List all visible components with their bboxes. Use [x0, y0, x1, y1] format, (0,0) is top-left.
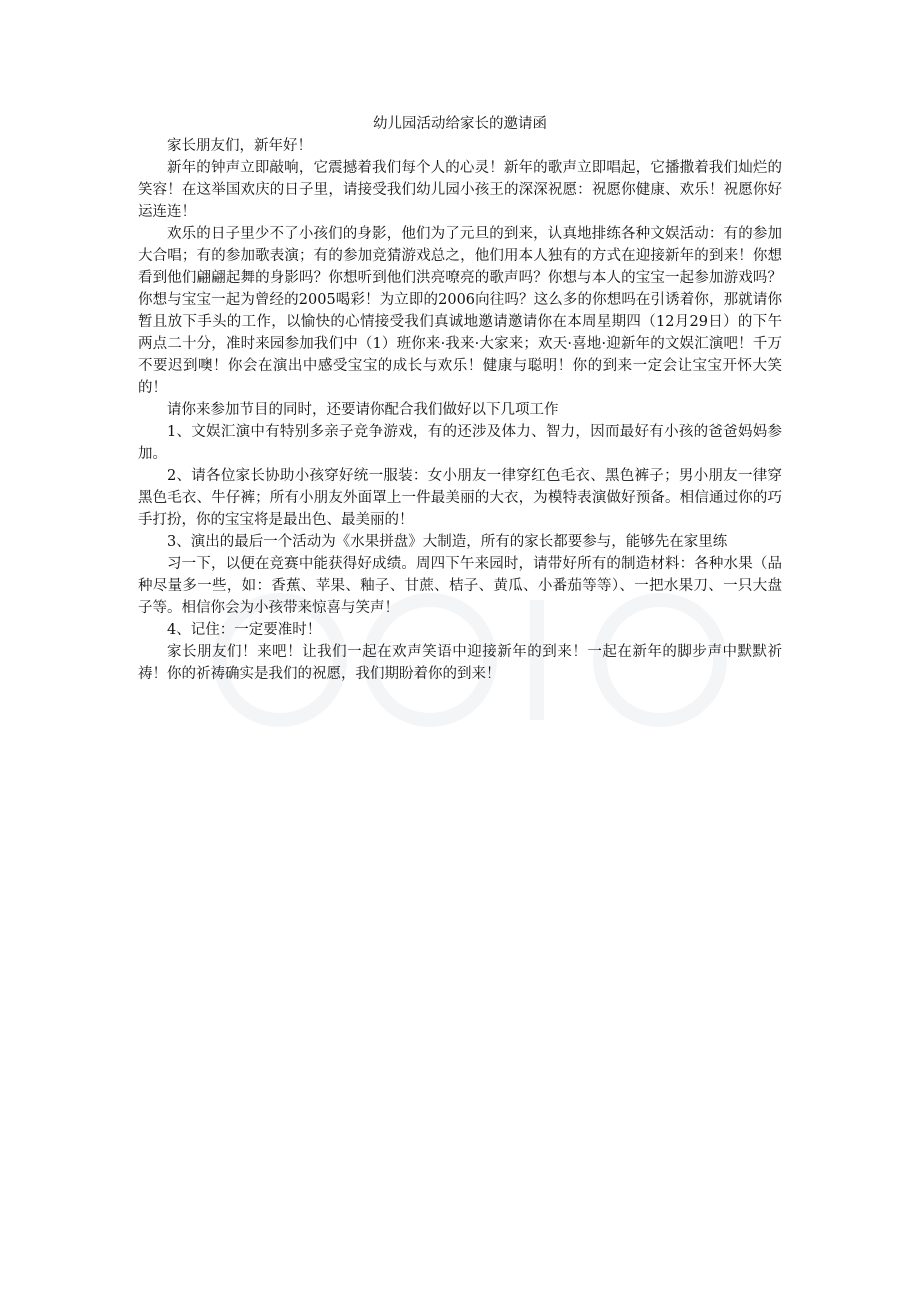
list-item-1: 1、文娱汇演中有特别多亲子竞争游戏，有的还涉及体力、智力，因而最好有小孩的爸爸妈妈参加。 — [138, 424, 782, 462]
list-item-4: 4、记住：一定要准时！ — [167, 622, 322, 638]
list-item-3: 3、演出的最后一个活动为《水果拼盘》大制造，所有的家长都要参与，能够先在家里练 — [167, 534, 728, 550]
greeting: 家长朋友们，新年好！ — [167, 138, 312, 154]
paragraph-new-year-wishes: 新年的钟声立即敲响，它震撼着我们每个人的心灵！新年的歌声立即唱起，它播撒着我们灿烂的笑容！在这举国欢庆的日子里，请接受我们幼儿园小孩王的深深祝愿：祝愿你健康、欢乐！祝愿你好运连连！ — [138, 160, 782, 220]
list-item-2: 2、请各位家长协助小孩穿好统一服装：女小朋友一律穿红色毛衣、黑色裤子；男小朋友一律穿黑色毛衣、牛仔裤；所有小朋友外面罩上一件最美丽的大衣，为模特表演做好预备。相信通过你的巧手打扮，你的宝宝将是最出色、最美丽的！ — [138, 468, 782, 528]
paragraph-invitation: 欢乐的日子里少不了小孩们的身影，他们为了元旦的到来，认真地排练各种文娱活动：有的参加大合唱；有的参加歌表演；有的参加竞猜游戏总之，他们用本人独有的方式在迎接新年的到来！你想看到他们翩翩起舞的身影吗？你想听到他们洪亮嘹亮的歌声吗？你想与本人的宝宝一起参加游戏吗？你想与宝宝一起为曾经的2005喝彩！为立即的2006向往吗？这么多的你想吗在引诱着你，那就请你暂且放下手头的工作，以愉快的心情接受我们真诚地邀请邀请你在本周星期四（12月29日）的下午两点二十分，准时来园参加我们中（1）班你来·我来·大家来；欢天·喜地·迎新年的文娱汇演吧！千万不要迟到噢！你会在演出中感受宝宝的成长与欢乐！健康与聪明！你的到来一定会让宝宝开怀大笑的！ — [138, 226, 782, 396]
letter-body — [138, 113, 782, 685]
list-item-3-continued: 习一下，以便在竞赛中能获得好成绩。周四下午来园时，请带好所有的制造材料：各种水果（品种尽量多一些，如：香蕉、苹果、釉子、甘蔗、桔子、黄瓜、小番茄等等）、一把水果刀、一只大盘子等。相信你会为小孩带来惊喜与笑声！ — [138, 556, 782, 616]
closing-paragraph: 家长朋友们！来吧！让我们一起在欢声笑语中迎接新年的到来！一起在新年的脚步声中默默祈祷！你的祈祷确实是我们的祝愿，我们期盼着你的到来！ — [138, 644, 782, 682]
paragraph-cooperation-intro: 请你来参加节目的同时，还要请你配合我们做好以下几项工作 — [167, 402, 559, 418]
document-title: 幼儿园活动给家长的邀请函 — [373, 116, 547, 132]
